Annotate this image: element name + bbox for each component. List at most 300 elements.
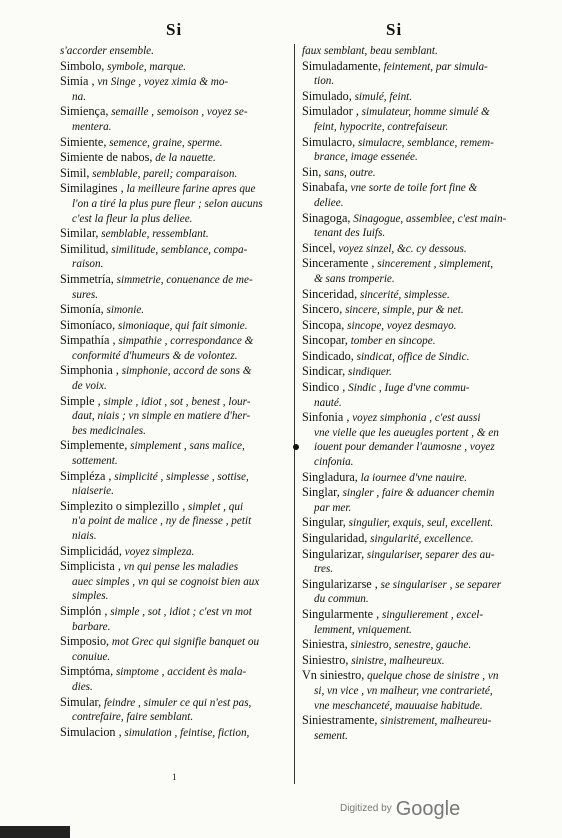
dictionary-entry <box>302 713 532 743</box>
entry-line <box>60 242 290 258</box>
headword: Sinagoga, <box>302 210 351 225</box>
headword: Simiente de nabos, <box>60 150 153 165</box>
entry-line <box>302 455 532 470</box>
entry-line <box>60 288 290 303</box>
headword: Sindicar, <box>302 364 346 379</box>
headword: Sincopar, <box>302 333 348 348</box>
dictionary-entry <box>60 695 290 725</box>
entry-line <box>302 485 532 501</box>
definition-text: la meilleure farine apres que <box>126 183 256 196</box>
entry-line <box>302 150 532 165</box>
dictionary-entry <box>302 44 532 59</box>
entry-line <box>302 729 532 744</box>
entry-line <box>60 135 290 151</box>
left-column <box>60 44 290 740</box>
headword: Sinceramente , <box>302 256 375 271</box>
definition-text: simples. <box>72 590 109 603</box>
entry-line <box>302 287 532 303</box>
running-head-left: Si <box>166 20 183 39</box>
entry-line <box>60 725 290 741</box>
entry-line <box>60 104 290 120</box>
headword: Singularizar, <box>302 546 365 561</box>
definition-text: tomber en sincope. <box>350 335 436 348</box>
definition-text: simple , sot , idiot ; c'est vn mot <box>110 605 252 618</box>
headword: Simiente, <box>60 134 107 149</box>
dictionary-entry <box>302 515 532 531</box>
dictionary-entry <box>302 531 532 547</box>
definition-text: sinistrement, malheureu- <box>380 715 492 728</box>
entry-line <box>302 211 532 227</box>
dictionary-entry <box>60 664 290 694</box>
definition-text: vne meschanceté, mauuaise habitude. <box>314 699 483 712</box>
dictionary-entry <box>302 547 532 577</box>
digitized-by-text: Digitized by <box>340 803 392 814</box>
dictionary-entry <box>60 226 290 242</box>
definition-text: sement. <box>314 729 348 742</box>
entry-line <box>302 196 532 211</box>
headword: Sindicado, <box>302 348 354 363</box>
definition-text: nauté. <box>314 396 342 409</box>
dictionary-entry <box>60 135 290 151</box>
definition-text: tion. <box>314 75 335 88</box>
entry-line <box>60 318 290 334</box>
dictionary-entry <box>302 637 532 653</box>
headword: Simil, <box>60 165 90 180</box>
definition-text: du commun. <box>314 593 369 606</box>
entry-line <box>60 272 290 288</box>
definition-text: semence, graine, sperme. <box>109 136 223 149</box>
entry-line <box>60 424 290 439</box>
definition-text: simptome , accident ès mala- <box>115 666 247 679</box>
definition-text: sincere, simple, pur & net. <box>345 304 464 317</box>
entry-line <box>60 166 290 182</box>
entry-line <box>60 120 290 135</box>
headword: Sincel, <box>302 240 336 255</box>
entry-line <box>302 396 532 411</box>
dictionary-entry <box>302 333 532 349</box>
definition-text: simulation , feintise, fiction, <box>124 726 250 739</box>
dictionary-entry <box>60 150 290 166</box>
definition-text: singulier, exquis, seul, excellent. <box>348 517 494 530</box>
entry-line <box>60 544 290 560</box>
column-divider <box>294 44 295 784</box>
definition-text: raison. <box>72 258 104 271</box>
dictionary-entry <box>60 104 290 134</box>
entry-line <box>302 302 532 318</box>
entry-line <box>60 575 290 590</box>
dictionary-entry <box>60 634 290 664</box>
entry-line <box>302 653 532 669</box>
definition-text: & sans tromperie. <box>314 272 395 285</box>
dictionary-entry <box>60 333 290 363</box>
definition-text: semblable, pareil; comparaison. <box>92 167 238 180</box>
definition-text: simplicité , simplesse , sottise, <box>114 470 249 483</box>
entry-line <box>302 562 532 577</box>
dictionary-entry <box>60 59 290 75</box>
definition-text: niais. <box>72 530 97 542</box>
entry-line <box>60 454 290 469</box>
headword: Sincero, <box>302 302 343 317</box>
definition-text: c'est la fleur la plus deliee. <box>72 212 193 225</box>
entry-line <box>302 623 532 638</box>
definition-text: feindre , simuler ce qui n'est pas, <box>103 696 252 709</box>
entry-line <box>302 426 532 441</box>
dictionary-entry <box>60 394 290 439</box>
definition-text: iouent pour demander l'aumosne , voyez <box>314 441 495 454</box>
entry-line <box>302 668 532 684</box>
headword: Simulacion , <box>60 724 122 739</box>
entry-line <box>302 241 532 257</box>
headword: Sincopa, <box>302 317 345 332</box>
signature-mark: 1 <box>172 772 177 782</box>
dictionary-entry <box>302 287 532 303</box>
definition-text: feint, hypocrite, contrefaiseur. <box>314 120 449 133</box>
entry-line <box>60 484 290 499</box>
definition-text: feintement, par simula- <box>383 60 488 73</box>
definition-text: sindicat, office de Sindic. <box>356 350 470 363</box>
entry-line <box>60 469 290 485</box>
entry-line <box>302 180 532 196</box>
dictionary-entry <box>302 104 532 134</box>
entry-line <box>302 637 532 653</box>
entry-line <box>60 74 290 90</box>
entry-line <box>60 664 290 680</box>
dictionary-entry <box>302 485 532 515</box>
definition-text: conformité d'humeurs & de volontez. <box>72 349 238 362</box>
definition-text: simplet , qui <box>188 500 244 513</box>
dictionary-entry <box>60 74 290 104</box>
entry-line <box>60 559 290 575</box>
continued-text: s'accorder ensemble. <box>60 45 154 57</box>
headword: Simplemente, <box>60 438 128 453</box>
entry-line <box>60 349 290 364</box>
definition-text: vne sorte de toile fort fine & <box>350 182 478 195</box>
right-column <box>302 44 532 743</box>
dictionary-entry <box>60 544 290 560</box>
dictionary-entry <box>60 499 290 544</box>
entry-line <box>302 547 532 563</box>
entry-line <box>302 226 532 241</box>
headword: Simphonia , <box>60 363 119 378</box>
entry-line <box>60 695 290 711</box>
headword: Simplicidád, <box>60 543 122 558</box>
definition-text: de la nauette. <box>155 152 216 165</box>
definition-text: bes medicinales. <box>72 424 146 437</box>
definition-text: simonie. <box>106 304 145 317</box>
definition-text: simmetrie, conuenance de me- <box>116 273 253 286</box>
dictionary-entry <box>302 302 532 318</box>
dictionary-entry <box>302 135 532 165</box>
definition-text: singulariser, separer des au- <box>366 548 495 561</box>
definition-text: similitude, semblance, compa- <box>111 243 248 256</box>
entry-line <box>60 226 290 242</box>
definition-text: deliee. <box>314 196 344 209</box>
entry-line <box>60 197 290 212</box>
headword: Simonía, <box>60 302 104 317</box>
entry-line <box>60 529 290 544</box>
headword: Singlar, <box>302 485 340 500</box>
definition-text: brance, image essenée. <box>314 151 418 164</box>
entry-line <box>302 410 532 426</box>
dictionary-entry <box>302 668 532 713</box>
entry-line <box>60 650 290 665</box>
headword: Simulacro, <box>302 134 356 149</box>
entry-line <box>60 150 290 166</box>
headword: Simpléza , <box>60 468 112 483</box>
dictionary-entry <box>60 725 290 741</box>
entry-line <box>60 620 290 635</box>
headword: Siniestramente, <box>302 713 378 728</box>
definition-text: vne vielle que les aueugles portent , & en <box>314 426 499 439</box>
entry-line <box>60 514 290 529</box>
dictionary-entry <box>302 241 532 257</box>
entry-line <box>302 501 532 516</box>
dictionary-entry <box>60 272 290 302</box>
definition-text: niaiserie. <box>72 485 114 498</box>
entry-line <box>60 438 290 454</box>
definition-text: l'on a tiré la plus pure fleur ; selon aucuns <box>72 197 263 210</box>
entry-line <box>302 120 532 135</box>
definition-text: cinfonia. <box>314 456 354 469</box>
bullet-mark <box>293 444 299 450</box>
headword: Simplezito o simplezillo , <box>60 498 186 513</box>
entry-line <box>302 59 532 75</box>
definition-text: sindiquer. <box>347 366 392 379</box>
entry-line <box>302 272 532 287</box>
headword: Simplón , <box>60 603 108 618</box>
definition-text: contrefaire, faire semblant. <box>72 711 194 724</box>
dictionary-entry <box>60 604 290 634</box>
entry-line <box>302 135 532 151</box>
headword: Similar, <box>60 226 99 241</box>
entry-line <box>302 440 532 455</box>
entry-line <box>60 257 290 272</box>
definition-text: sincope, voyez desmayo. <box>347 319 457 332</box>
dictionary-entry <box>302 470 532 486</box>
definition-text: conuiue. <box>72 650 111 663</box>
definition-text: vn Singe , voyez ximia & mo- <box>97 76 229 89</box>
definition-text: simphonie, accord de sons & <box>121 365 252 378</box>
definition-text: simpathie , correspondance & <box>118 335 254 348</box>
definition-text: dies. <box>72 680 93 693</box>
entry-line <box>60 90 290 105</box>
headword: Simia , <box>60 74 95 89</box>
headword: Singularidad, <box>302 531 368 545</box>
definition-text: tenant des Iuifs. <box>314 227 386 240</box>
definition-text: siniestro, senestre, gauche. <box>350 639 472 652</box>
definition-text: simoniaque, qui fait simonie. <box>117 319 248 332</box>
headword: Singular, <box>302 515 346 530</box>
definition-text: barbare. <box>72 620 111 633</box>
definition-text: voyez simphonia , c'est aussi <box>352 412 481 425</box>
definition-text: simplement , sans malice, <box>130 440 245 453</box>
entry-line <box>302 333 532 349</box>
definition-text: semaille , semoison , voyez se- <box>111 106 248 119</box>
headword: Singularmente , <box>302 606 380 621</box>
continued-text: faux semblant, beau semblant. <box>302 45 438 57</box>
dictionary-entry <box>302 577 532 607</box>
definition-text: n'a point de malice , ny de finesse , petit <box>72 515 252 528</box>
dictionary-entry <box>60 438 290 468</box>
dictionary-entry <box>302 211 532 241</box>
definition-text: la iournee d'vne nauire. <box>360 471 468 484</box>
entry-line <box>60 379 290 394</box>
headword: Singladura, <box>302 469 358 484</box>
entry-line <box>60 589 290 604</box>
entry-line <box>60 212 290 227</box>
google-logo: Google <box>395 798 461 820</box>
dictionary-entry <box>60 181 290 226</box>
entry-line <box>302 470 532 486</box>
definition-text: si, vn vice , vn malheur, vne contrarieté, <box>314 684 493 697</box>
headword: Sinabafa, <box>302 180 348 195</box>
entry-line <box>60 499 290 515</box>
dictionary-entry <box>302 380 532 410</box>
entry-line <box>302 74 532 89</box>
dictionary-entry <box>60 559 290 604</box>
definition-text: singler , faire & aduancer chemin <box>342 487 495 500</box>
headword: Simmetría, <box>60 271 114 286</box>
entry-line <box>302 349 532 365</box>
definition-text: Sinagogue, assemblee, c'est main- <box>353 212 507 225</box>
definition-text: voyez sinzel, &c. cy dessous. <box>338 242 467 255</box>
dictionary-entry <box>302 318 532 334</box>
definition-text: Sindic , Iuge d'vne commu- <box>348 382 470 395</box>
headword: Simple , <box>60 393 101 408</box>
entry-line <box>60 680 290 695</box>
definition-text: se singulariser , se separer <box>380 578 502 591</box>
headword: Similagines , <box>60 181 124 196</box>
headword: Simpathía , <box>60 333 116 348</box>
definition-text: sinistre, malheureux. <box>351 654 445 667</box>
dictionary-entry <box>302 607 532 637</box>
headword: Siniestra, <box>302 637 348 652</box>
definition-text: mentera. <box>72 120 112 133</box>
definition-text: par mer. <box>314 501 352 514</box>
definition-text: symbole, marque. <box>107 60 186 73</box>
dictionary-entry <box>60 302 290 318</box>
entry-line <box>60 604 290 620</box>
definition-text: simulateur, homme simulé & <box>361 106 490 119</box>
headword: Vn siniestro, <box>302 668 365 683</box>
entry-line <box>302 607 532 623</box>
definition-text: simulé, feint. <box>354 90 413 103</box>
headword: Siniestro, <box>302 652 349 667</box>
headword: Simbolo, <box>60 58 105 73</box>
headword: Simptóma, <box>60 664 114 679</box>
entry-line <box>302 380 532 396</box>
dictionary-entry <box>302 59 532 89</box>
definition-text: sures. <box>72 288 99 301</box>
dictionary-entry <box>302 180 532 210</box>
headword: Simular, <box>60 694 102 709</box>
entry-line <box>60 333 290 349</box>
dictionary-entry <box>302 89 532 105</box>
definition-text: semblable, ressemblant. <box>101 228 209 241</box>
dictionary-entry <box>60 166 290 182</box>
headword: Simplicista , <box>60 559 121 574</box>
dictionary-entry <box>302 410 532 469</box>
definition-text: lemment, vniquement. <box>314 623 412 636</box>
entry-line <box>60 302 290 318</box>
entry-line <box>60 363 290 379</box>
headword: Simiença, <box>60 104 109 119</box>
dictionary-entry <box>302 349 532 365</box>
headword: Singularizarse , <box>302 576 378 591</box>
entry-line <box>302 318 532 334</box>
entry-line <box>302 104 532 120</box>
entry-line <box>60 59 290 75</box>
definition-text: voyez simpleza. <box>124 545 195 558</box>
dictionary-entry <box>60 363 290 393</box>
entry-line <box>302 684 532 699</box>
dictionary-entry <box>302 653 532 669</box>
entry-line <box>302 531 532 547</box>
entry-line <box>302 256 532 272</box>
definition-text: singularité, excellence. <box>370 533 474 545</box>
definition-text: sincerement , simplement, <box>377 258 493 271</box>
definition-text: singulierement , excel- <box>381 608 484 621</box>
dictionary-entry <box>60 44 290 59</box>
entry-line <box>302 364 532 380</box>
headword: Sinceridad, <box>302 286 358 301</box>
entry-line <box>60 634 290 650</box>
scan-edge-mark <box>0 826 70 838</box>
digitized-by-watermark <box>340 798 460 821</box>
entry-line <box>60 710 290 725</box>
headword: Simposio, <box>60 634 110 649</box>
definition-text: vn qui pense les maladies <box>123 561 239 574</box>
definition-text: sincerité, simplesse. <box>359 288 450 301</box>
entry-line <box>302 592 532 607</box>
definition-text: tres. <box>314 563 334 576</box>
entry-line <box>302 89 532 105</box>
entry-line <box>302 515 532 531</box>
entry-line <box>302 699 532 714</box>
entry-line <box>302 713 532 729</box>
definition-text: de voix. <box>72 380 107 393</box>
entry-line <box>60 409 290 424</box>
entry-line <box>60 181 290 197</box>
headword: Simulado, <box>302 88 352 103</box>
definition-text: sans, outre. <box>324 166 376 179</box>
headword: Simulador , <box>302 104 359 119</box>
running-head-right: Si <box>386 20 403 39</box>
definition-text: auec simples , vn qui se cognoist bien aux <box>72 575 260 588</box>
dictionary-entry <box>302 364 532 380</box>
definition-text: na. <box>72 90 86 103</box>
definition-text: sottement. <box>72 455 118 468</box>
headword: Sinfonia , <box>302 410 350 425</box>
entry-line <box>302 577 532 593</box>
headword: Sin, <box>302 164 322 179</box>
headword: Similitud, <box>60 241 109 256</box>
definition-text: mot Grec qui signifie banquet ou <box>111 636 260 649</box>
headword: Simoníaco, <box>60 317 116 332</box>
dictionary-entry <box>302 165 532 181</box>
dictionary-entry <box>302 256 532 286</box>
headword: Simuladamente, <box>302 58 381 73</box>
dictionary-entry <box>60 469 290 499</box>
dictionary-entry <box>60 318 290 334</box>
entry-line <box>60 394 290 410</box>
entry-line <box>302 165 532 181</box>
definition-text: daut, niais ; vn simple en matiere d'her- <box>72 410 251 423</box>
headword: Sindico , <box>302 380 346 395</box>
definition-text: simple , idiot , sot , benest , lour- <box>103 395 251 408</box>
definition-text: simulacre, semblance, remem- <box>357 136 494 149</box>
definition-text: quelque chose de sinistre , vn <box>367 670 499 683</box>
